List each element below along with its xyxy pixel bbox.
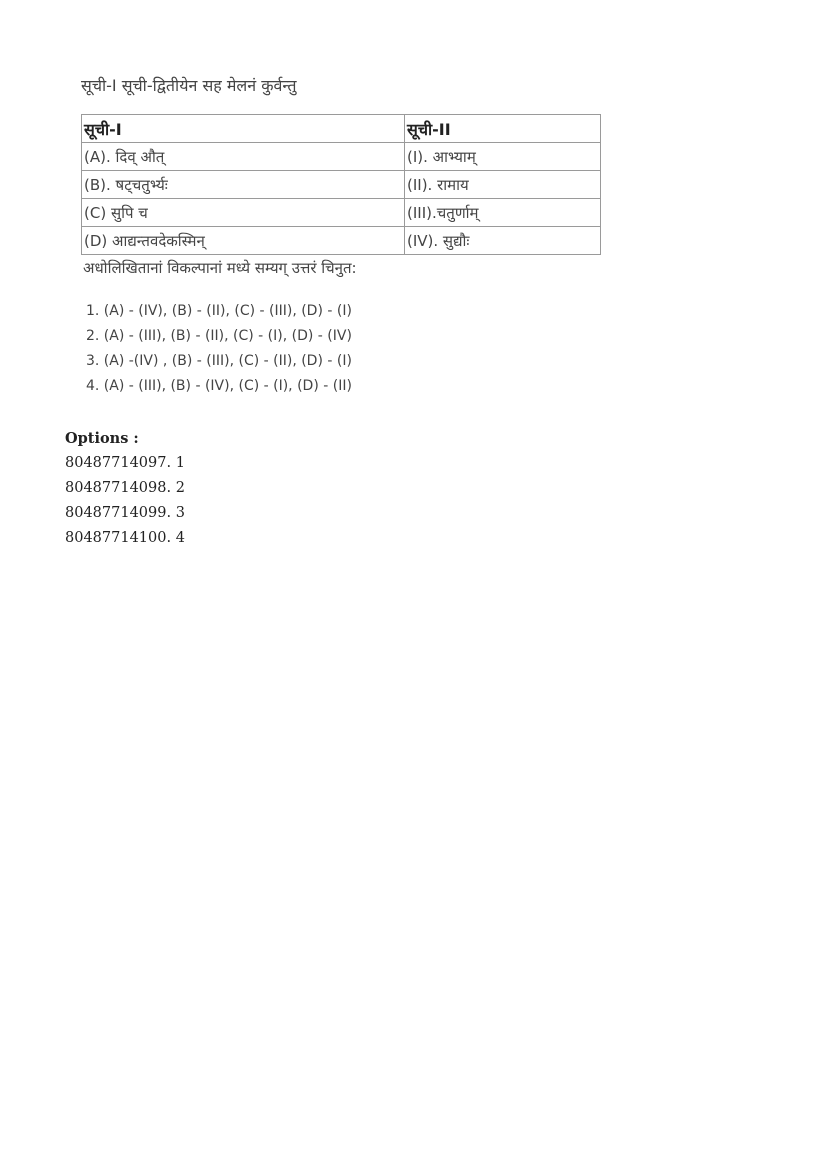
table-row <box>82 199 601 227</box>
table-row <box>82 171 601 199</box>
options-block <box>65 428 185 552</box>
answer-choice: 1. (A) - (IV), (B) - (II), (C) - (III), (D) - (I) <box>86 303 352 319</box>
table-cell: (C) सुपि च <box>82 199 405 227</box>
options-heading: Options : <box>65 430 139 447</box>
table-cell: (D) आद्यन्तवदेकस्मिन् <box>82 227 405 255</box>
column-header-list-2: सूची-II <box>405 115 601 143</box>
column-header-list-1: सूची-I <box>82 115 405 143</box>
answer-choices-list <box>86 300 352 400</box>
match-table <box>81 114 601 255</box>
table-row <box>82 143 601 171</box>
option-item: 80487714099. 3 <box>65 505 185 521</box>
table-cell: (IV). सुद्यौः <box>405 227 601 255</box>
answer-choice: 2. (A) - (III), (B) - (II), (C) - (I), (D) - (IV) <box>86 328 352 344</box>
table-cell: (B). षट्चतुर्भ्यः <box>82 171 405 199</box>
table-cell: (I). आभ्याम् <box>405 143 601 171</box>
table-cell: (III).चतुर्णाम् <box>405 199 601 227</box>
option-item: 80487714100. 4 <box>65 530 185 546</box>
answer-choice: 4. (A) - (III), (B) - (IV), (C) - (I), (D) - (II) <box>86 378 352 394</box>
table-row <box>82 227 601 255</box>
table-cell: (A). दिव् औत् <box>82 143 405 171</box>
table-header-row <box>82 115 601 143</box>
table-cell: (II). रामाय <box>405 171 601 199</box>
option-item: 80487714097. 1 <box>65 455 185 471</box>
option-item: 80487714098. 2 <box>65 480 185 496</box>
answer-choice: 3. (A) -(IV) , (B) - (III), (C) - (II), (D) - (I) <box>86 353 352 369</box>
instruction-text: अधोलिखितानां विकल्पानां मध्ये सम्यग् उत्तरं चिनुत: <box>83 259 357 277</box>
question-text: सूची-I सूची-द्वितीयेन सह मेलनं कुर्वन्तु <box>81 76 297 95</box>
